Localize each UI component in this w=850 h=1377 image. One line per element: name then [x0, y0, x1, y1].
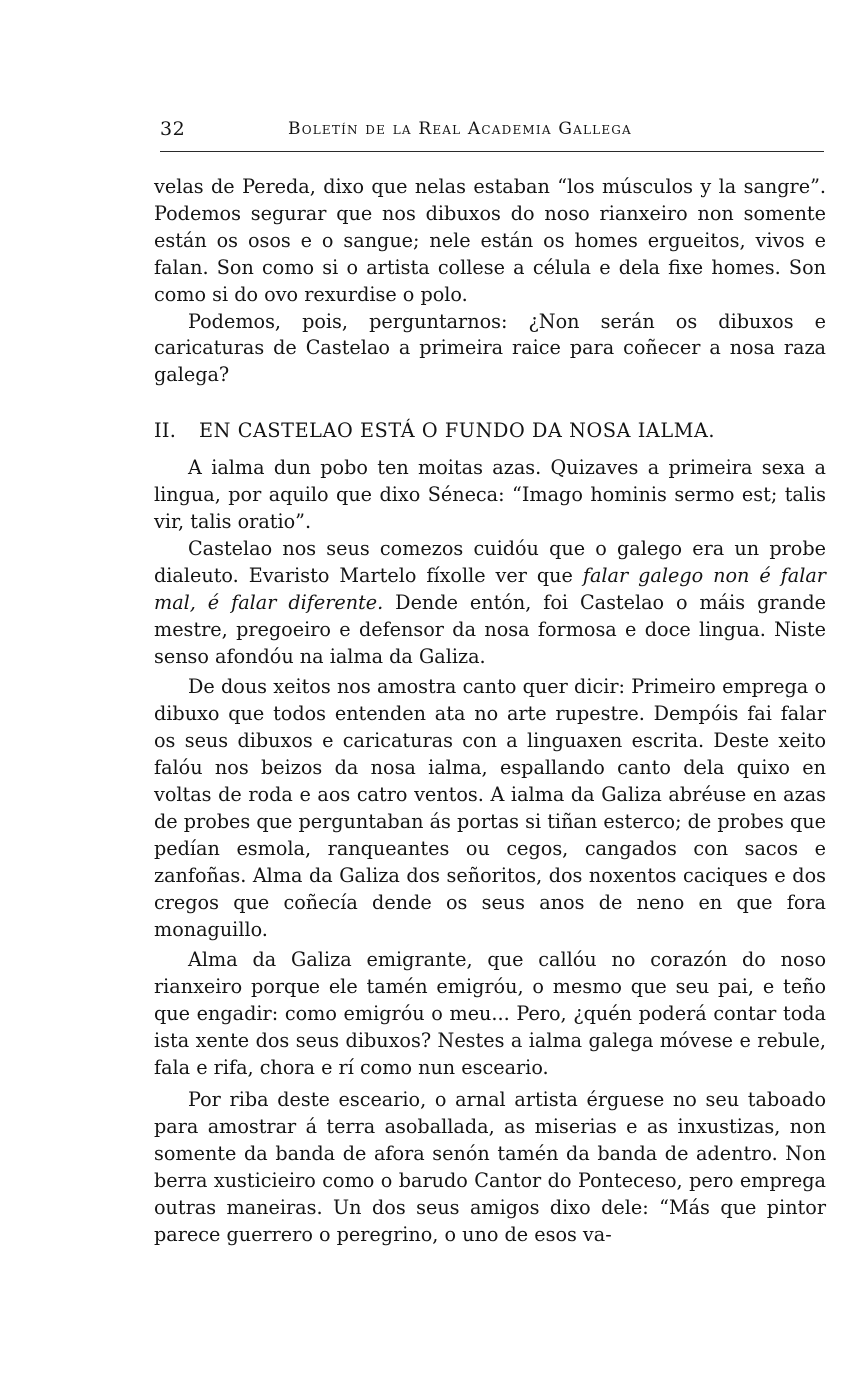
paragraph-3: A ialma dun pobo ten moitas azas. Quizaves a primeira sexa a lingua, por aquilo que dixo Séneca: “Imago hominis sermo est; talis vir, talis oratio”. — [154, 456, 826, 533]
paragraph-1: velas de Pereda, dixo que nelas estaban “los músculos y la sangre”. Podemos segurar que nos dibuxos do noso rianxeiro non somente están os osos e o sangue; nele están os homes ergueitos, vivos e falan. Son como si o artista collese a célula e dela fixe homes. Son como si do ovo rexurdise o polo. — [154, 175, 826, 306]
paragraph-7: Por riba deste esceario, o arnal artista érguese no seu taboado para amostrar á terra asoballada, as miserias e as inxustizas, non somente da banda de afora senón tamén da banda de adentro. Non berra xusticieiro como o barudo Cantor do Ponteceso, pero emprega outras maneiras. Un dos seus amigos dixo dele: “Más que pintor parece guerrero o peregrino, o uno de esos va- — [154, 1088, 826, 1246]
paragraph-4 — [154, 536, 826, 671]
paragraph-2: Podemos, pois, perguntarnos: ¿Non serán os dibuxos e caricaturas de Castelao a primeira raice para coñecer a nosa raza galega? — [154, 309, 826, 387]
paragraph-4-part-a: Castelao nos seus comezos cuidóu que o galego era un probe dialeuto. Evaristo Martelo fíxolle ver que — [154, 536, 826, 587]
body-text — [154, 174, 826, 1248]
section-heading — [154, 418, 826, 445]
section-number: II. — [154, 419, 177, 443]
paragraph-6: Alma da Galiza emigrante, que callóu no corazón do noso rianxeiro porque ele tamén emigróu, o mesmo que seu pai, e teño que engadir: como emigróu o meu... Pero, ¿quén poderá contar toda ista xente dos seus dibuxos? Nestes a ialma galega móvese e rebule, fala e rifa, chora e rí como nun esceario. — [154, 948, 826, 1080]
paragraph-4-part-b: Dende entón, foi Castelao o máis grande mestre, pregoeiro e defensor da nosa formosa e doce lingua. Niste senso afondóu na ialma da Galiza. — [154, 590, 826, 668]
paragraph-4-quote: falar galego non é falar mal, é falar diferente. — [154, 563, 826, 614]
header-rule — [160, 151, 824, 152]
page-header — [160, 118, 824, 148]
page-number: 32 — [160, 118, 186, 140]
running-head: Boletín de la Real Academia Gallega — [288, 119, 632, 139]
section-title: EN CASTELAO ESTÁ O FUNDO DA NOSA IALMA. — [199, 419, 716, 443]
paragraph-5: De dous xeitos nos amostra canto quer dicir: Primeiro emprega o dibuxo que todos entenden ata no arte rupestre. Dempóis fai falar os seus dibuxos e caricaturas con a linguaxen escrita. Deste xeito falóu nos beizos da nosa ialma, espallando canto dela quixo en voltas de roda e aos catro ventos. A ialma da Galiza abréuse en azas de probes que perguntaban ás portas si tiñan esterco; de probes que pedían esmola, ranqueantes ou cegos, cangados con sacos e zanfoñas. Alma da Galiza dos señoritos, dos noxentos caciques e dos cregos que coñecía dende os seus anos de neno en que fora monaguillo. — [154, 675, 826, 941]
